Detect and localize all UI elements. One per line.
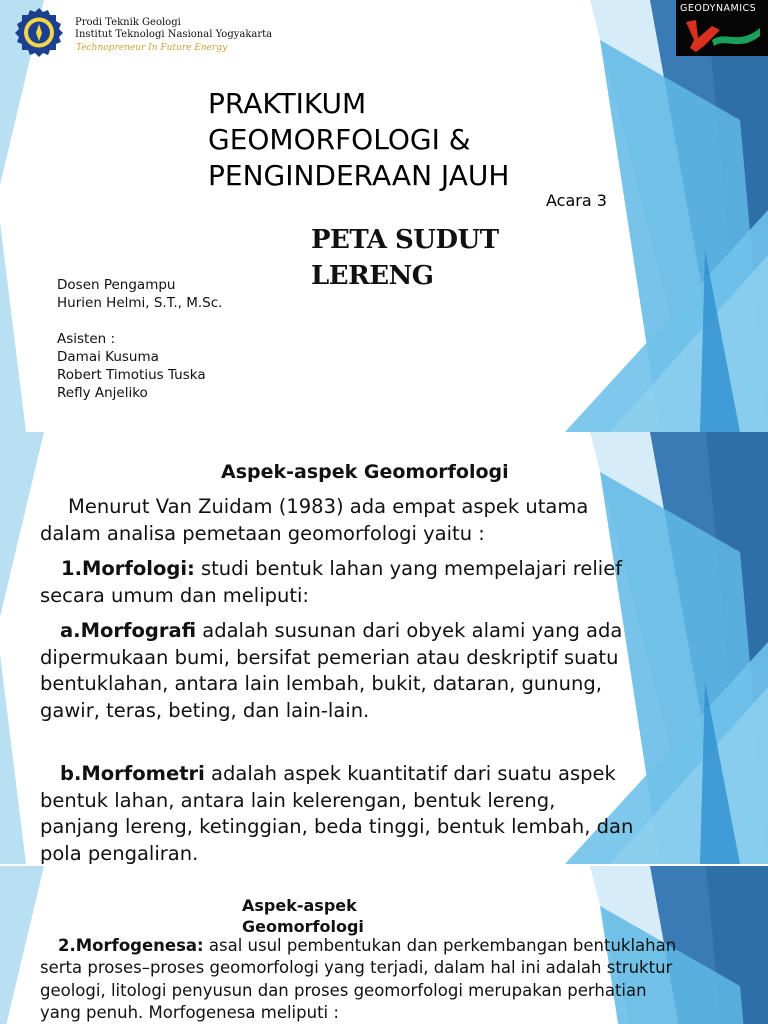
dosen-name: Hurien Helmi, S.T., M.Sc. [57,295,223,311]
item-morfologi [40,556,630,609]
item-morfologi-text: studi bentuk lahan yang mempelajari relief secara umum dan meliputi: [40,557,623,607]
institution-line-2: Institut Teknologi Nasional Yogyakarta [75,29,273,40]
item-morfogenesa-text: asal usul pembentukan dan perkembangan bentuklahan serta proses–proses geomorfologi yang terjadi, dalam hal ini adalah struktur geologi, litologi penyusun dan proses geomorfologi merupakan perhatian yang penuh. Morfogenesa meliputi : [40,936,677,1022]
slide-heading-line-2: Geomorfologi [242,917,364,936]
item-morfometri [40,761,640,864]
item-morfogenesa-term: 2.Morfogenesa: [58,936,204,955]
item-morfografi-text: adalah susunan dari obyek alami yang ada dipermukaan bumi, bersifat pemerian atau deskriptif suatu bentuklahan, antara lain lembah, bukit, dataran, gunung, gawir, teras, beting, dan lain-lain. [40,619,623,722]
geodynamics-logo-icon [682,16,764,54]
asisten-label: Asisten : [57,331,116,347]
slide-title-line-1: PRAKTIKUM [208,87,367,120]
slide-heading-line-1: Aspek-aspek [242,896,357,915]
asisten-name: Robert Timotius Tuska [57,367,206,383]
content-slide-morfogenesa [0,866,768,1024]
intro-paragraph: Menurut Van Zuidam (1983) ada empat aspek utama dalam analisa pemetaan geomorfologi yaitu : [40,495,589,545]
item-morfologi-term: 1.Morfologi: [61,557,195,580]
item-morfografi-term: a.Morfografi [60,619,197,642]
geodynamics-badge [676,0,768,56]
subtitle-line-2: LERENG [311,261,434,291]
slide-heading: Aspek-aspek Geomorfologi [221,461,509,483]
content-slide-aspek [0,432,768,864]
title-slide [0,0,768,432]
item-morfometri-text: adalah aspek kuantitatif dari suatu aspek bentuk lahan, antara lain kelerengan, bentuk lereng, panjang lereng, ketinggian, beda tinggi, bentuk lembah, dan pola pengaliran. [40,762,634,864]
slide-title-line-3: PENGINDERAAN JAUH [208,159,510,192]
institution-line-1: Prodi Teknik Geologi [75,17,181,28]
asisten-name: Damai Kusuma [57,349,159,365]
university-logo-icon [12,6,66,58]
dosen-label: Dosen Pengampu [57,277,176,293]
subtitle-line-1: PETA SUDUT [311,225,499,255]
item-morfogenesa [40,935,690,1024]
item-morfometri-term: b.Morfometri [60,762,205,785]
staff-block [57,276,222,402]
asisten-name: Refly Anjeliko [57,385,148,401]
item-morfografi [40,618,640,724]
slide-title-line-2: GEOMORFOLOGI & [208,123,471,156]
institution-tagline: Technopreneur In Future Energy [76,43,228,53]
geodynamics-badge-label: GEODYNAMICS [680,3,757,14]
acara-label: Acara 3 [546,191,607,210]
